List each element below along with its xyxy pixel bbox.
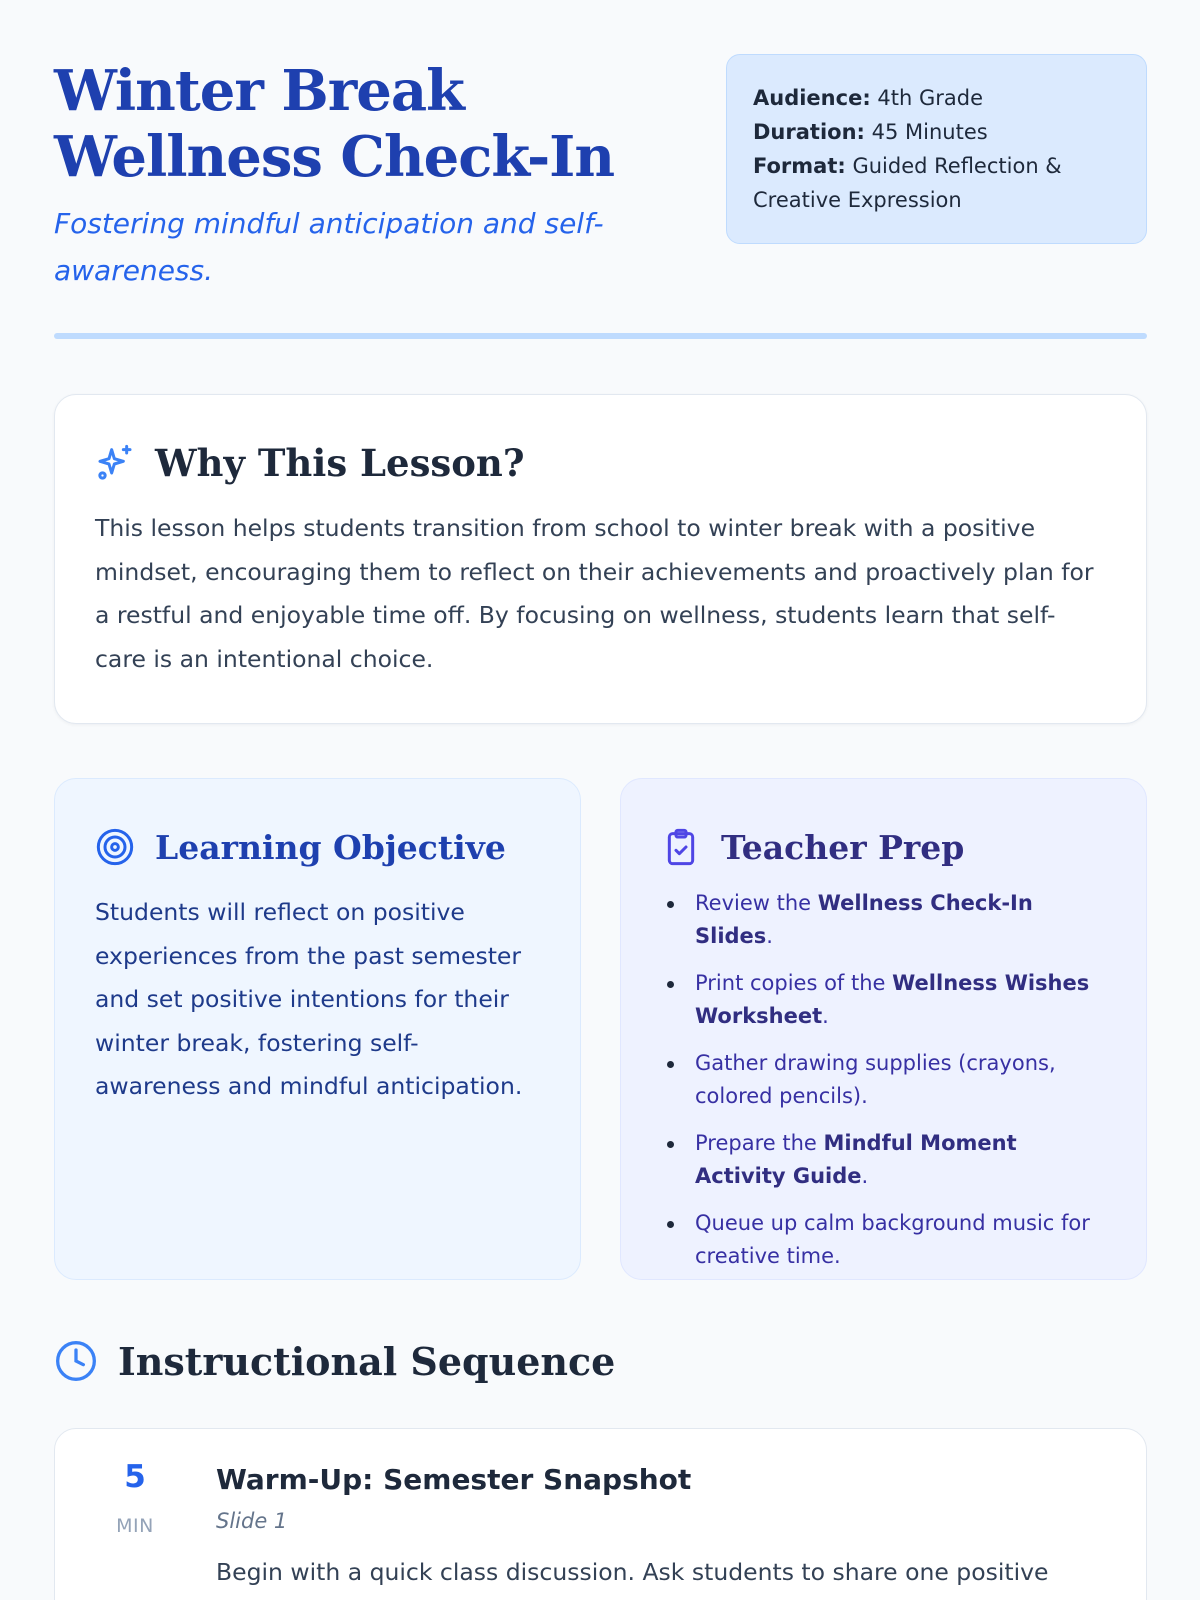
meta-duration-value: 45 Minutes (871, 120, 988, 144)
why-lesson-card (54, 394, 1147, 724)
meta-duration-label: Duration: (753, 120, 865, 144)
teacher-prep-list (661, 887, 1110, 1273)
meta-format-label: Format: (753, 154, 846, 178)
page-title: Winter Break Wellness Check-In (54, 58, 615, 190)
step-duration-unit: MIN (116, 1515, 154, 1537)
page-subtitle: Fostering mindful anticipation and self-awareness. (54, 207, 604, 287)
instructional-sequence-header (54, 1336, 615, 1386)
meta-format (753, 149, 1120, 217)
step-duration-minutes: 5 (124, 1459, 146, 1495)
lesson-plan-page (54, 0, 1147, 1586)
meta-audience-value: 4th Grade (877, 86, 984, 110)
target-icon (95, 827, 135, 867)
list-item: Review the Wellness Check-In Slides. (661, 887, 1110, 953)
why-lesson-header (95, 435, 1106, 491)
teacher-prep-title: Teacher Prep (721, 827, 965, 867)
header-divider (54, 333, 1147, 339)
instructional-sequence-title: Instructional Sequence (118, 1338, 616, 1384)
why-lesson-title: Why This Lesson? (155, 441, 525, 485)
sparkles-icon (95, 443, 135, 483)
learning-objective-card (54, 778, 581, 1280)
meta-format-value: Guided Reflection & Creative Expression (753, 154, 1062, 212)
meta-duration (753, 115, 1120, 149)
step-description: Begin with a quick class discussion. Ask students to share one positive (216, 1558, 1049, 1586)
lesson-meta-box (726, 54, 1147, 244)
step-title: Warm-Up: Semester Snapshot (216, 1463, 692, 1496)
clipboard-check-icon (661, 827, 701, 867)
teacher-prep-card (620, 778, 1147, 1280)
learning-objective-title: Learning Objective (155, 827, 506, 867)
list-item: Gather drawing supplies (crayons, colored pencils). (661, 1047, 1110, 1113)
learning-objective-header (95, 819, 540, 875)
sequence-step-card (54, 1428, 1147, 1600)
list-item: Queue up calm background music for creative time. (661, 1207, 1110, 1273)
header (54, 0, 1147, 340)
teacher-prep-header (661, 819, 1110, 875)
meta-audience (753, 81, 1120, 115)
step-slide-ref: Slide 1 (216, 1509, 288, 1533)
why-lesson-body: This lesson helps students transition from school to winter break with a positive mindset, encouraging them to reflect on their achievements and proactively plan for a restful and enjoyable time off. By focusing on wellness, students learn that self-care is an intentional choice. (95, 514, 1094, 673)
meta-audience-label: Audience: (753, 86, 871, 110)
list-item: Prepare the Mindful Moment Activity Guide. (661, 1127, 1110, 1193)
learning-objective-body: Students will reflect on positive experiences from the past semester and set positive intentions for their winter break, fostering self-awareness and mindful anticipation. (95, 898, 523, 1100)
clock-icon (54, 1339, 98, 1383)
list-item: Print copies of the Wellness Wishes Worksheet. (661, 967, 1110, 1033)
